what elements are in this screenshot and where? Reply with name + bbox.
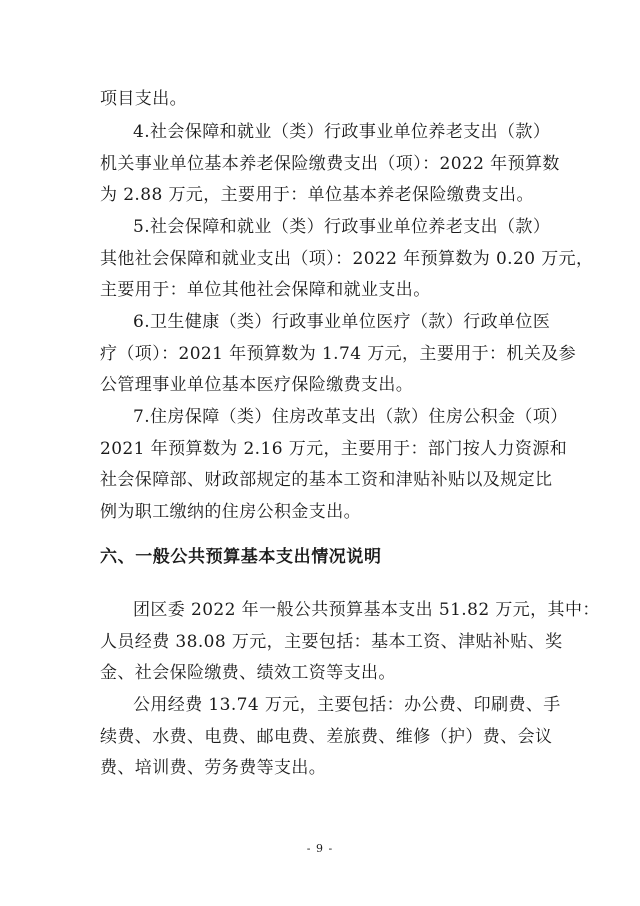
page-number: - 9 - [306, 842, 334, 855]
text-line: 为 2.88 万元，主要用于：单位基本养老保险缴费支出。 [100, 185, 534, 205]
text-line: 续费、水费、电费、邮电费、差旅费、维修（护）费、会议 [100, 727, 553, 747]
text-line: 例为职工缴纳的住房公积金支出。 [100, 502, 361, 522]
section-heading: 六、一般公共预算基本支出情况说明 [100, 547, 382, 567]
text-line: 社会保障部、财政部规定的基本工资和津贴补贴以及规定比 [100, 470, 553, 490]
text-line: 4.社会保障和就业（类）行政事业单位养老支出（款） [133, 122, 551, 142]
text-line: 6.卫生健康（类）行政事业单位医疗（款）行政单位医 [133, 312, 551, 332]
text-line: 公管理事业单位基本医疗保险缴费支出。 [100, 375, 414, 395]
text-line: 费、培训费、劳务费等支出。 [100, 758, 327, 778]
text-line: 项目支出。 [100, 89, 187, 109]
text-line: 金、社会保险缴费、绩效工资等支出。 [100, 663, 396, 683]
text-line: 其他社会保障和就业支出（项）：2022 年预算数为 0.20 万元， [100, 249, 594, 269]
text-line: 团区委 2022 年一般公共预算基本支出 51.82 万元，其中： [133, 600, 600, 620]
text-line: 2021 年预算数为 2.16 万元，主要用于：部门按人力资源和 [100, 439, 568, 459]
text-line: 人员经费 38.08 万元，主要包括：基本工资、津贴补贴、奖 [100, 632, 563, 652]
text-line: 7.住房保障（类）住房改革支出（款）住房公积金（项） [133, 407, 568, 427]
text-line: 机关事业单位基本养老保险缴费支出（项）：2022 年预算数 [100, 154, 560, 174]
text-line: 疗（项）：2021 年预算数为 1.74 万元，主要用于：机关及参 [100, 344, 577, 364]
text-line: 公用经费 13.74 万元，主要包括：办公费、印刷费、手 [133, 695, 561, 715]
text-line: 5.社会保障和就业（类）行政事业单位养老支出（款） [133, 217, 551, 237]
text-line: 主要用于：单位其他社会保障和就业支出。 [100, 280, 431, 300]
